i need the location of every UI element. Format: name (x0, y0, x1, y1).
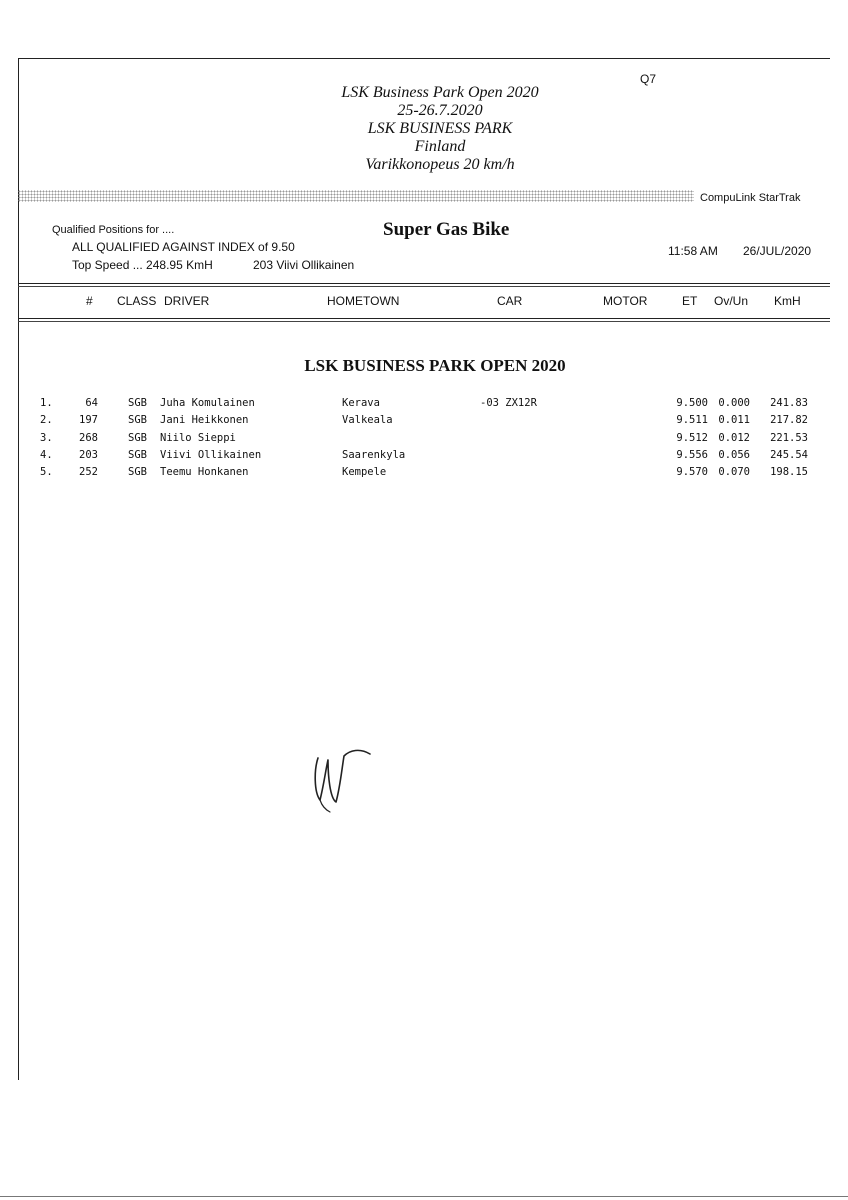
cell-kmh: 217.82 (770, 414, 808, 427)
dotted-separator (18, 190, 694, 202)
table-row (0, 466, 848, 483)
col-header-car: CAR (497, 294, 523, 308)
qualified-label: Qualified Positions for .... (52, 224, 175, 236)
cell-driver: Juha Komulainen (160, 397, 255, 409)
cell-driver: Jani Heikkonen (160, 414, 249, 427)
cell-class: SGB (128, 431, 147, 444)
column-header-top-line-2 (18, 286, 830, 287)
cell-car: -03 ZX12R (480, 397, 537, 409)
cell-et: 9.570 (676, 466, 708, 479)
left-border-line (18, 58, 19, 1080)
cell-class: SGB (128, 448, 147, 461)
cell-position: 1. (40, 397, 53, 409)
handwritten-signature (306, 740, 376, 820)
cell-kmh: 198.15 (770, 466, 808, 479)
header-line-1: LSK Business Park Open 2020 (341, 84, 539, 101)
class-title: Super Gas Bike (383, 219, 510, 240)
event-title: LSK BUSINESS PARK OPEN 2020 (304, 356, 566, 375)
cell-et: 9.500 (676, 397, 708, 409)
table-row (0, 432, 848, 449)
cell-car-number: 203 (79, 448, 98, 461)
column-header-bottom-line (18, 318, 830, 319)
header-line-3: LSK BUSINESS PARK (367, 120, 513, 137)
cell-driver: Viivi Ollikainen (160, 448, 262, 461)
cell-hometown: Kempele (342, 466, 387, 479)
header-line-5: Varikkonopeus 20 km/h (365, 156, 515, 173)
cell-position: 3. (40, 431, 53, 444)
cell-kmh: 241.83 (770, 397, 808, 409)
report-time: 11:58 AM (668, 244, 718, 258)
cell-car-number: 268 (79, 431, 98, 444)
top-speed-driver: 203 Viivi Ollikainen (253, 258, 355, 272)
col-header-ovun: Ov/Un (714, 294, 749, 308)
cell-ovun: 0.070 (718, 466, 750, 479)
header-line-2: 25-26.7.2020 (397, 102, 483, 119)
column-header-bottom-line-2 (18, 321, 830, 322)
col-header-num: # (86, 294, 93, 308)
cell-driver: Teemu Honkanen (160, 466, 249, 479)
cell-et: 9.556 (676, 448, 708, 461)
cell-class: SGB (128, 466, 147, 479)
cell-car-number: 252 (79, 466, 98, 479)
col-header-et: ET (682, 294, 698, 308)
sheet-code: Q7 (640, 72, 657, 86)
cell-car-number: 64 (85, 397, 98, 409)
index-label: ALL QUALIFIED AGAINST INDEX of 9.50 (72, 240, 295, 254)
column-header-top-line (18, 283, 830, 284)
cell-hometown: Valkeala (342, 414, 393, 427)
col-header-hometown: HOMETOWN (327, 294, 400, 308)
cell-et: 9.512 (676, 431, 708, 444)
cell-hometown: Kerava (342, 397, 380, 409)
col-header-driver: DRIVER (164, 294, 210, 308)
col-header-class: CLASS (117, 294, 157, 308)
header-line-4: Finland (414, 138, 466, 155)
cell-position: 5. (40, 466, 53, 479)
cell-ovun: 0.056 (718, 448, 750, 461)
top-speed-label: Top Speed ... 248.95 KmH (72, 258, 213, 272)
cell-class: SGB (128, 397, 147, 409)
cell-et: 9.511 (676, 414, 708, 427)
cell-kmh: 245.54 (770, 448, 808, 461)
report-date: 26/JUL/2020 (743, 244, 812, 258)
cell-car-number: 197 (79, 414, 98, 427)
cell-position: 2. (40, 414, 53, 427)
table-row (0, 414, 848, 431)
cell-ovun: 0.012 (718, 431, 750, 444)
cell-hometown: Saarenkyla (342, 448, 406, 461)
cell-driver: Niilo Sieppi (160, 431, 236, 444)
col-header-kmh: KmH (774, 294, 801, 308)
top-border-line (18, 58, 830, 59)
table-row (0, 397, 848, 414)
cell-class: SGB (128, 414, 147, 427)
cell-ovun: 0.000 (718, 397, 750, 409)
software-label: CompuLink StarTrak (700, 192, 801, 204)
cell-kmh: 221.53 (770, 431, 808, 444)
table-row (0, 449, 848, 466)
cell-ovun: 0.011 (718, 414, 750, 427)
cell-position: 4. (40, 448, 53, 461)
col-header-motor: MOTOR (603, 294, 648, 308)
page-bottom-line (0, 1196, 848, 1197)
